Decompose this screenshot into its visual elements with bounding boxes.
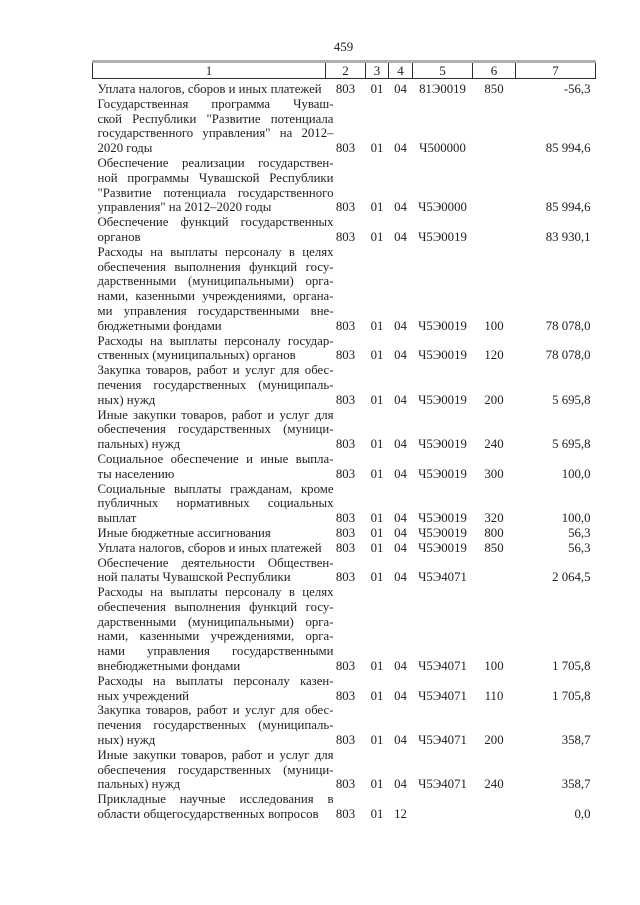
table-row [93, 215, 596, 245]
row-label-line: внебюджетными фондами [97, 659, 241, 674]
row-label-line: обеспечения государственных (муници- [97, 422, 334, 437]
row-label-cell [93, 585, 334, 674]
row-label-line: обеспечения выполнения функций госу- [97, 599, 334, 614]
amount-cell: 0,0 [574, 807, 591, 822]
row-label-line: публичных нормативных социальных [97, 496, 334, 511]
amount-cell: 5 695,8 [552, 392, 591, 407]
subsection-cell: 04 [394, 733, 407, 748]
row-label-line: обеспечения государственных (муници- [97, 762, 334, 777]
row-label-line: Иные бюджетные ассигнования [97, 525, 271, 540]
target-article-cell: Ч5Э4071 [418, 570, 467, 585]
grbs-cell: 803 [335, 540, 356, 555]
row-label [98, 363, 334, 407]
table-row [93, 792, 596, 822]
expense-type-cell [473, 156, 516, 215]
column-header-7: 7 [516, 62, 596, 79]
column-header-6: 6 [473, 62, 516, 79]
row-label-line: нами управления государственными [97, 644, 334, 659]
expense-type-cell [473, 556, 516, 586]
row-label-cell [93, 481, 334, 526]
grbs-cell: 803 [335, 229, 356, 244]
subsection-cell: 04 [394, 466, 407, 481]
row-label [98, 408, 334, 452]
section-cell: 01 [370, 437, 384, 452]
row-label [98, 748, 334, 792]
table-row [93, 334, 596, 364]
target-article-cell: Ч5Э4071 [418, 777, 467, 792]
row-label-line: Обеспечение деятельности Обществен- [97, 555, 334, 570]
subsection-cell: 04 [394, 659, 407, 674]
expense-type-cell [473, 792, 516, 822]
target-article-cell: Ч5Э4071 [418, 733, 467, 748]
row-label [98, 334, 334, 364]
row-label-line: органов [97, 229, 141, 244]
section-cell: 01 [370, 659, 384, 674]
row-label [98, 82, 334, 97]
table-row [93, 156, 596, 215]
row-label-cell [93, 526, 326, 541]
target-article-cell: Ч5Э0000 [418, 200, 467, 215]
row-label-line: Социальные выплаты гражданам, кроме [97, 481, 334, 496]
table-row [93, 703, 596, 747]
row-label-cell [93, 215, 334, 245]
subsection-cell: 12 [394, 807, 407, 822]
row-label-line: 2020 годы [97, 141, 153, 156]
row-label-line: Уплата налогов, сборов и иных платежей [97, 82, 322, 96]
subsection-cell: 04 [394, 437, 407, 452]
expense-type-cell: 200 [484, 733, 504, 748]
expense-type-cell: 100 [484, 659, 504, 674]
expense-type-cell: 120 [484, 348, 504, 363]
expense-type-cell: 240 [484, 777, 504, 792]
row-label-line: пальных) нужд [97, 777, 181, 792]
subsection-cell: 04 [394, 348, 407, 363]
section-cell: 01 [370, 141, 384, 156]
amount-cell: 85 994,6 [545, 141, 591, 156]
expense-type-cell: 800 [484, 525, 504, 540]
row-label [98, 245, 334, 334]
table-row [93, 585, 596, 674]
expense-type-cell: 850 [484, 82, 504, 96]
row-label-line: Социальное обеспечение и иные выпла- [97, 451, 334, 466]
row-label-line: Расходы на выплаты персоналу государ- [97, 333, 334, 348]
row-label-cell [93, 673, 334, 704]
row-label-cell [93, 96, 334, 156]
section-cell: 01 [370, 348, 384, 363]
row-label-line: нами, казенными учреждениями, орга- [97, 629, 334, 644]
table-row [93, 363, 596, 407]
row-label [98, 556, 334, 586]
row-label-line: дарственными (муниципальными) орга- [97, 614, 334, 629]
grbs-cell: 803 [335, 82, 356, 96]
grbs-cell: 803 [335, 437, 356, 452]
grbs-cell: 803 [335, 777, 356, 792]
row-label-line: ной палаты Чувашской Республики [97, 570, 291, 585]
row-label-cell [93, 333, 334, 364]
row-label-line: ных) нужд [97, 392, 156, 407]
row-label-line: Закупка товаров, работ и услуг для обес- [97, 703, 334, 718]
target-article-cell: Ч5Э0019 [418, 540, 467, 555]
amount-cell: 358,7 [561, 733, 591, 748]
row-label-line: ственных (муниципальных) органов [97, 348, 296, 363]
row-label-line: ной программы Чувашской Республики [97, 170, 334, 185]
row-label-line: Уплата налогов, сборов и иных платежей [97, 540, 322, 555]
grbs-cell: 803 [335, 570, 356, 585]
target-article-cell: Ч5Э4071 [418, 659, 467, 674]
target-article-cell: Ч5Э0019 [418, 318, 467, 333]
table-row [93, 245, 596, 334]
amount-cell: 1 705,8 [552, 659, 591, 674]
column-header-4: 4 [389, 62, 413, 79]
section-cell: 01 [370, 229, 384, 244]
grbs-cell: 803 [335, 807, 356, 822]
table-row [93, 526, 596, 541]
subsection-cell: 04 [394, 570, 407, 585]
row-label-line: ты населению [97, 466, 175, 481]
row-label-line: Закупка товаров, работ и услуг для обес- [97, 363, 334, 378]
row-label [98, 97, 334, 156]
table-header-row [93, 62, 596, 79]
row-label-line: ных) нужд [97, 733, 156, 748]
subsection-cell: 04 [394, 141, 407, 156]
expense-type-cell: 320 [484, 511, 504, 526]
amount-cell: 85 994,6 [545, 200, 591, 215]
subsection-cell: 04 [394, 318, 407, 333]
row-label-line: Иные закупки товаров, работ и услуг для [97, 407, 334, 422]
amount-cell: 78 078,0 [545, 318, 591, 333]
subsection-cell: 04 [394, 200, 407, 215]
column-header-3: 3 [366, 62, 389, 79]
row-label-cell [93, 79, 326, 97]
row-label-line: бюджетными фондами [97, 318, 222, 333]
page-number: 459 [333, 39, 354, 54]
expense-type-cell: 300 [484, 466, 504, 481]
row-label-line: области общегосударственных вопросов [97, 807, 319, 822]
section-cell: 01 [370, 318, 384, 333]
row-label [98, 156, 334, 215]
expense-type-cell [473, 97, 516, 156]
section-cell: 01 [370, 777, 384, 792]
grbs-cell: 803 [335, 466, 356, 481]
expense-type-cell: 110 [484, 688, 504, 703]
row-label-line: печения государственных (муниципаль- [97, 718, 334, 733]
row-label-line: государственного управления" на 2012– [97, 126, 334, 141]
target-article-cell: Ч5Э4071 [418, 688, 467, 703]
expense-type-cell: 240 [484, 437, 504, 452]
row-label-line: пальных) нужд [97, 437, 181, 452]
table-row [93, 541, 596, 556]
section-cell: 01 [370, 733, 384, 748]
row-label-cell [93, 555, 334, 586]
row-label-line: обеспечения выполнения функций госу- [97, 259, 334, 274]
row-label [98, 215, 334, 245]
amount-cell: 56,3 [568, 540, 591, 555]
section-cell: 01 [370, 392, 384, 407]
table-row [93, 452, 596, 482]
target-article-cell: 81Э0019 [419, 82, 466, 96]
row-label [98, 792, 334, 822]
row-label-cell [93, 703, 334, 748]
row-label [98, 452, 334, 482]
grbs-cell: 803 [335, 141, 356, 156]
row-label-line: ных учреждений [97, 688, 190, 703]
row-label [98, 482, 334, 526]
row-label-line: Расходы на выплаты персоналу в целях [97, 585, 334, 600]
target-article-cell: Ч5Э0019 [418, 229, 467, 244]
row-label-line: Иные закупки товаров, работ и услуг для [97, 747, 334, 762]
amount-cell: 83 930,1 [545, 229, 591, 244]
grbs-cell: 803 [335, 525, 356, 540]
table-row [93, 408, 596, 452]
section-cell: 01 [370, 540, 384, 555]
section-cell: 01 [370, 807, 384, 822]
section-cell: 01 [370, 200, 384, 215]
amount-cell: -56,3 [563, 82, 591, 96]
expense-type-cell: 100 [484, 318, 504, 333]
table-row [93, 482, 596, 526]
section-cell: 01 [370, 525, 384, 540]
target-article-cell: Ч5Э0019 [418, 525, 467, 540]
row-label [98, 526, 334, 541]
row-label-line: Прикладные научные исследования в [97, 792, 334, 807]
row-label-line: выплат [97, 511, 137, 526]
row-label-cell [93, 792, 334, 822]
grbs-cell: 803 [335, 733, 356, 748]
amount-cell: 78 078,0 [545, 348, 591, 363]
target-article-cell: Ч5Э0019 [418, 466, 467, 481]
row-label-line: ми управления государственными вне- [97, 303, 334, 318]
table-body [93, 79, 596, 822]
row-label-cell [93, 747, 334, 792]
row-label-cell [93, 451, 334, 482]
grbs-cell: 803 [335, 348, 356, 363]
section-cell: 01 [370, 511, 384, 526]
subsection-cell: 04 [394, 511, 407, 526]
row-label-line: "Развитие потенциала государственного [97, 185, 334, 200]
amount-cell: 358,7 [561, 777, 591, 792]
row-label-line: Обеспечение реализации государствен- [97, 155, 334, 170]
subsection-cell: 04 [394, 777, 407, 792]
row-label-line: дарственными (муниципальными) орга- [97, 274, 334, 289]
table-row [93, 97, 596, 156]
section-cell: 01 [370, 82, 384, 96]
row-label [98, 674, 334, 704]
target-article-cell: Ч5Э0019 [418, 511, 467, 526]
budget-table [92, 60, 596, 822]
column-header-2: 2 [326, 62, 366, 79]
grbs-cell: 803 [335, 318, 356, 333]
column-header-5: 5 [413, 62, 473, 79]
amount-cell: 100,0 [561, 466, 591, 481]
table-row [93, 748, 596, 792]
target-article-cell: Ч5Э0019 [418, 348, 467, 363]
subsection-cell: 04 [394, 540, 407, 555]
row-label-cell [93, 244, 334, 334]
grbs-cell: 803 [335, 392, 356, 407]
section-cell: 01 [370, 570, 384, 585]
row-label-line: нами, казенными учреждениями, органа- [97, 289, 334, 304]
row-label-line: управления" на 2012–2020 годы [97, 200, 272, 215]
target-article-cell: Ч500000 [419, 141, 466, 156]
amount-cell: 56,3 [568, 525, 591, 540]
amount-cell: 1 705,8 [552, 688, 591, 703]
subsection-cell: 04 [394, 229, 407, 244]
amount-cell: 2 064,5 [552, 570, 591, 585]
grbs-cell: 803 [335, 659, 356, 674]
row-label [98, 541, 334, 556]
grbs-cell: 803 [335, 688, 356, 703]
expense-type-cell: 850 [484, 540, 504, 555]
amount-cell: 5 695,8 [552, 437, 591, 452]
subsection-cell: 04 [394, 525, 407, 540]
section-cell: 01 [370, 466, 384, 481]
grbs-cell: 803 [335, 200, 356, 215]
row-label-cell [93, 363, 334, 407]
row-label-line: печения государственных (муниципаль- [97, 377, 334, 392]
row-label-line: Государственная программа Чуваш- [97, 96, 334, 111]
table-header [93, 62, 596, 79]
subsection-cell: 04 [394, 688, 407, 703]
amount-cell: 100,0 [561, 511, 591, 526]
table-row [93, 556, 596, 586]
column-header-1: 1 [93, 62, 326, 79]
row-label-cell [93, 541, 326, 556]
row-label-line: ской Республики "Развитие потенциала [97, 111, 334, 126]
row-label [98, 585, 334, 674]
row-label-cell [93, 407, 334, 452]
row-label-line: Расходы на выплаты персоналу казен- [97, 673, 334, 688]
target-article-cell: Ч5Э0019 [418, 392, 467, 407]
grbs-cell: 803 [335, 511, 356, 526]
target-article-cell: Ч5Э0019 [418, 437, 467, 452]
expense-type-cell [473, 215, 516, 245]
table-row [93, 674, 596, 704]
row-label-line: Обеспечение функций государственных [97, 215, 334, 230]
target-article-cell [413, 792, 473, 822]
subsection-cell: 04 [394, 82, 407, 96]
subsection-cell: 04 [394, 392, 407, 407]
section-cell: 01 [370, 688, 384, 703]
row-label-line: Расходы на выплаты персоналу в целях [97, 244, 334, 259]
table-row [93, 79, 596, 97]
row-label [98, 703, 334, 747]
expense-type-cell: 200 [484, 392, 504, 407]
row-label-cell [93, 155, 334, 215]
